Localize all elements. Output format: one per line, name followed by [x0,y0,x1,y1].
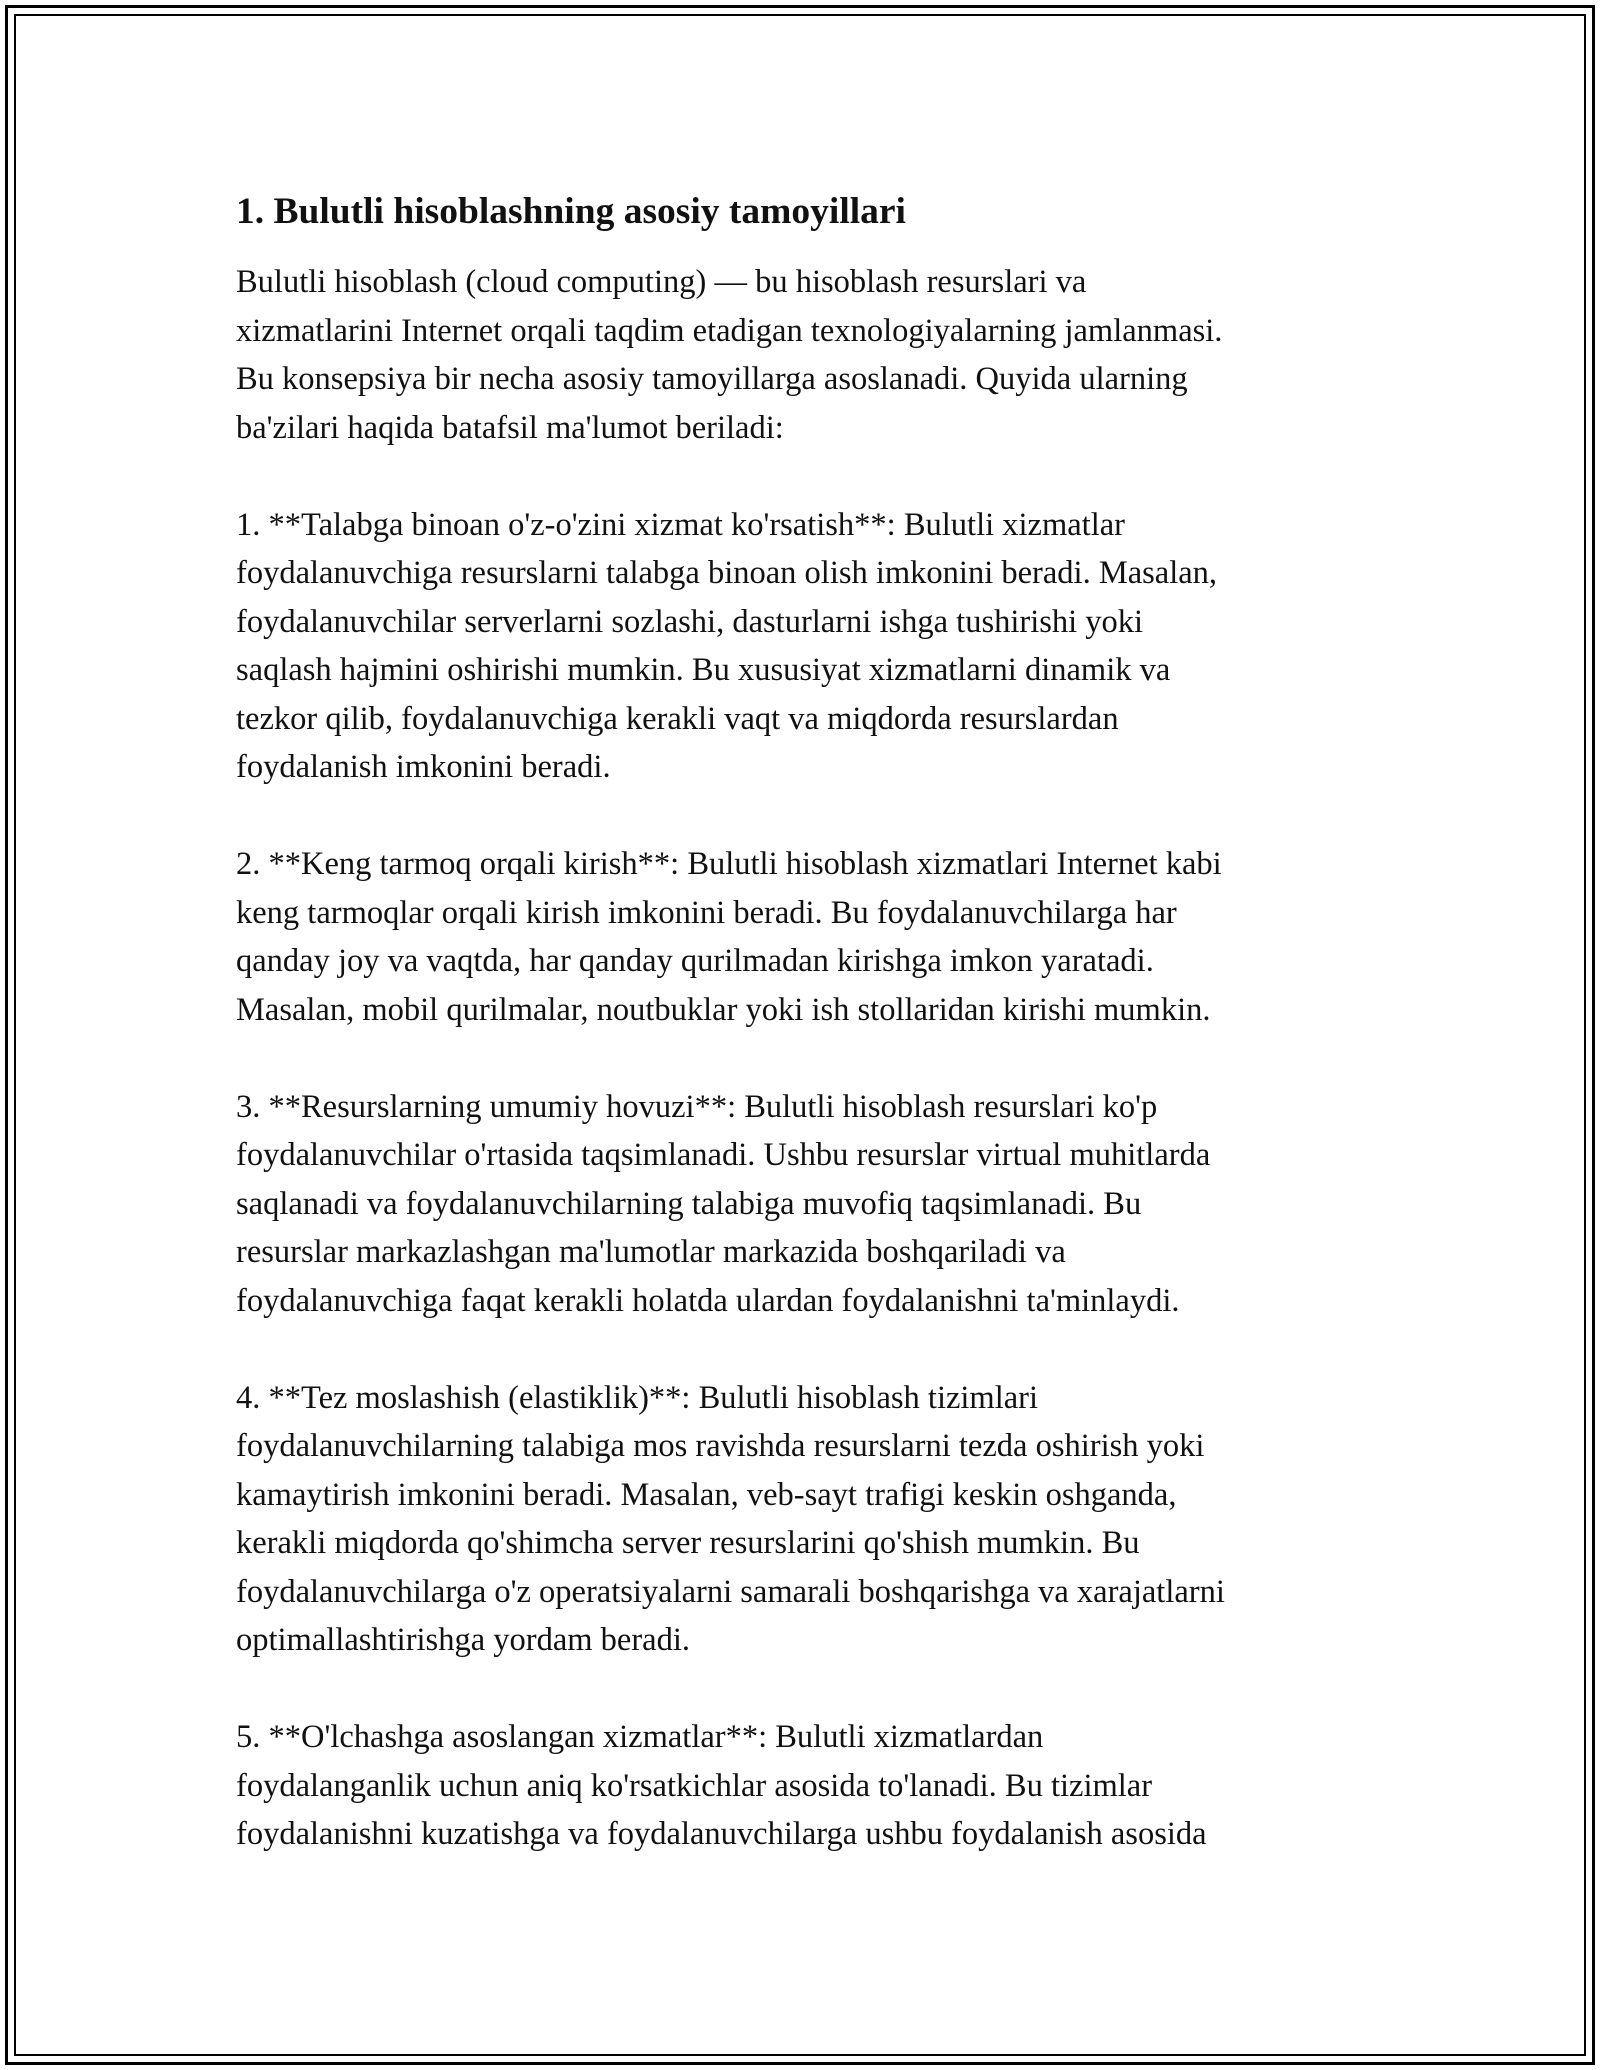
text-line: saqlash hajmini oshirishi mumkin. Bu xususiyat xizmatlarni dinamik va [236,652,1171,688]
text-line: foydalanuvchiga faqat kerakli holatda ulardan foydalanishni ta'minlaydi. [236,1282,1180,1319]
text-line: Bu konsepsiya bir necha asosiy tamoyillarga asoslanadi. Quyida ularning [236,361,1188,397]
text-line: qanday joy va vaqtda, har qanday qurilmadan kirishga imkon yaratadi. [236,943,1154,979]
text-line: foydalanganlik uchun aniq ko'rsatkichlar asosida to'lanadi. Bu tizimlar [236,1767,1153,1804]
text-line: 3. **Resurslarning umumiy hovuzi**: Bulutli hisoblash resurslari ko'p [236,1088,1158,1125]
text-line: foydalanuvchilarning talabiga mos ravishda resurslarni tezda oshirish yoki [236,1428,1205,1464]
text-line: foydalanish imkonini beradi. [236,749,611,785]
text-line: 2. **Keng tarmoq orqali kirish**: Bulutli hisoblash xizmatlari Internet kabi [236,846,1222,882]
principle-5-paragraph [236,1713,1376,1859]
principle-3-paragraph [236,1083,1376,1326]
text-line: foydalanuvchilar serverlarni sozlashi, dasturlarni ishga tushirishi yoki [236,603,1144,640]
intro-paragraph [236,258,1376,452]
principle-4-paragraph [236,1374,1376,1665]
text-line: saqlanadi va foydalanuvchilarning talabiga muvofiq taqsimlanadi. Bu [236,1185,1142,1222]
text-line: foydalanuvchilarga o'z operatsiyalarni samarali boshqarishga va xarajatlarni [236,1573,1225,1610]
text-line: optimallashtirishga yordam beradi. [236,1622,690,1658]
text-line: foydalanuvchilar o'rtasida taqsimlanadi. Ushbu resurslar virtual muhitlarda [236,1137,1211,1173]
text-line: kerakli miqdorda qo'shimcha server resurslarini qo'shish mumkin. Bu [236,1525,1140,1561]
text-line: keng tarmoqlar orqali kirish imkonini beradi. Bu foydalanuvchilarga har [236,894,1177,931]
text-line: xizmatlarini Internet orqali taqdim etadigan texnologiyalarning jamlanmasi. [236,312,1223,349]
text-line: kamaytirish imkonini beradi. Masalan, veb-sayt trafigi keskin oshganda, [236,1476,1177,1513]
text-line: Bulutli hisoblash (cloud computing) — bu hisoblash resurslari va [236,264,1087,300]
text-line: 4. **Tez moslashish (elastiklik)**: Bulutli hisoblash tizimlari [236,1379,1039,1416]
text-line: foydalanishni kuzatishga va foydalanuvchilarga ushbu foydalanish asosida [236,1816,1207,1852]
principle-2-paragraph [236,840,1376,1034]
text-line: tezkor qilib, foydalanuvchiga kerakli vaqt va miqdorda resurslardan [236,700,1119,737]
text-line: ba'zilari haqida batafsil ma'lumot beriladi: [236,409,784,446]
text-line: 1. **Talabga binoan o'z-o'zini xizmat ko'rsatish**: Bulutli xizmatlar [236,506,1125,543]
principle-1-paragraph [236,501,1376,792]
section-heading: 1. Bulutli hisoblashning asosiy tamoyillari [236,191,906,232]
text-line: resurslar markazlashgan ma'lumotlar markazida boshqariladi va [236,1234,1066,1270]
text-line: Masalan, mobil qurilmalar, noutbuklar yoki ish stollaridan kirishi mumkin. [236,991,1211,1028]
text-line: foydalanuvchiga resurslarni talabga binoan olish imkonini beradi. Masalan, [236,555,1218,591]
text-line: 5. **O'lchashga asoslangan xizmatlar**: Bulutli xizmatlardan [236,1719,1044,1755]
document-body [236,186,1376,1907]
